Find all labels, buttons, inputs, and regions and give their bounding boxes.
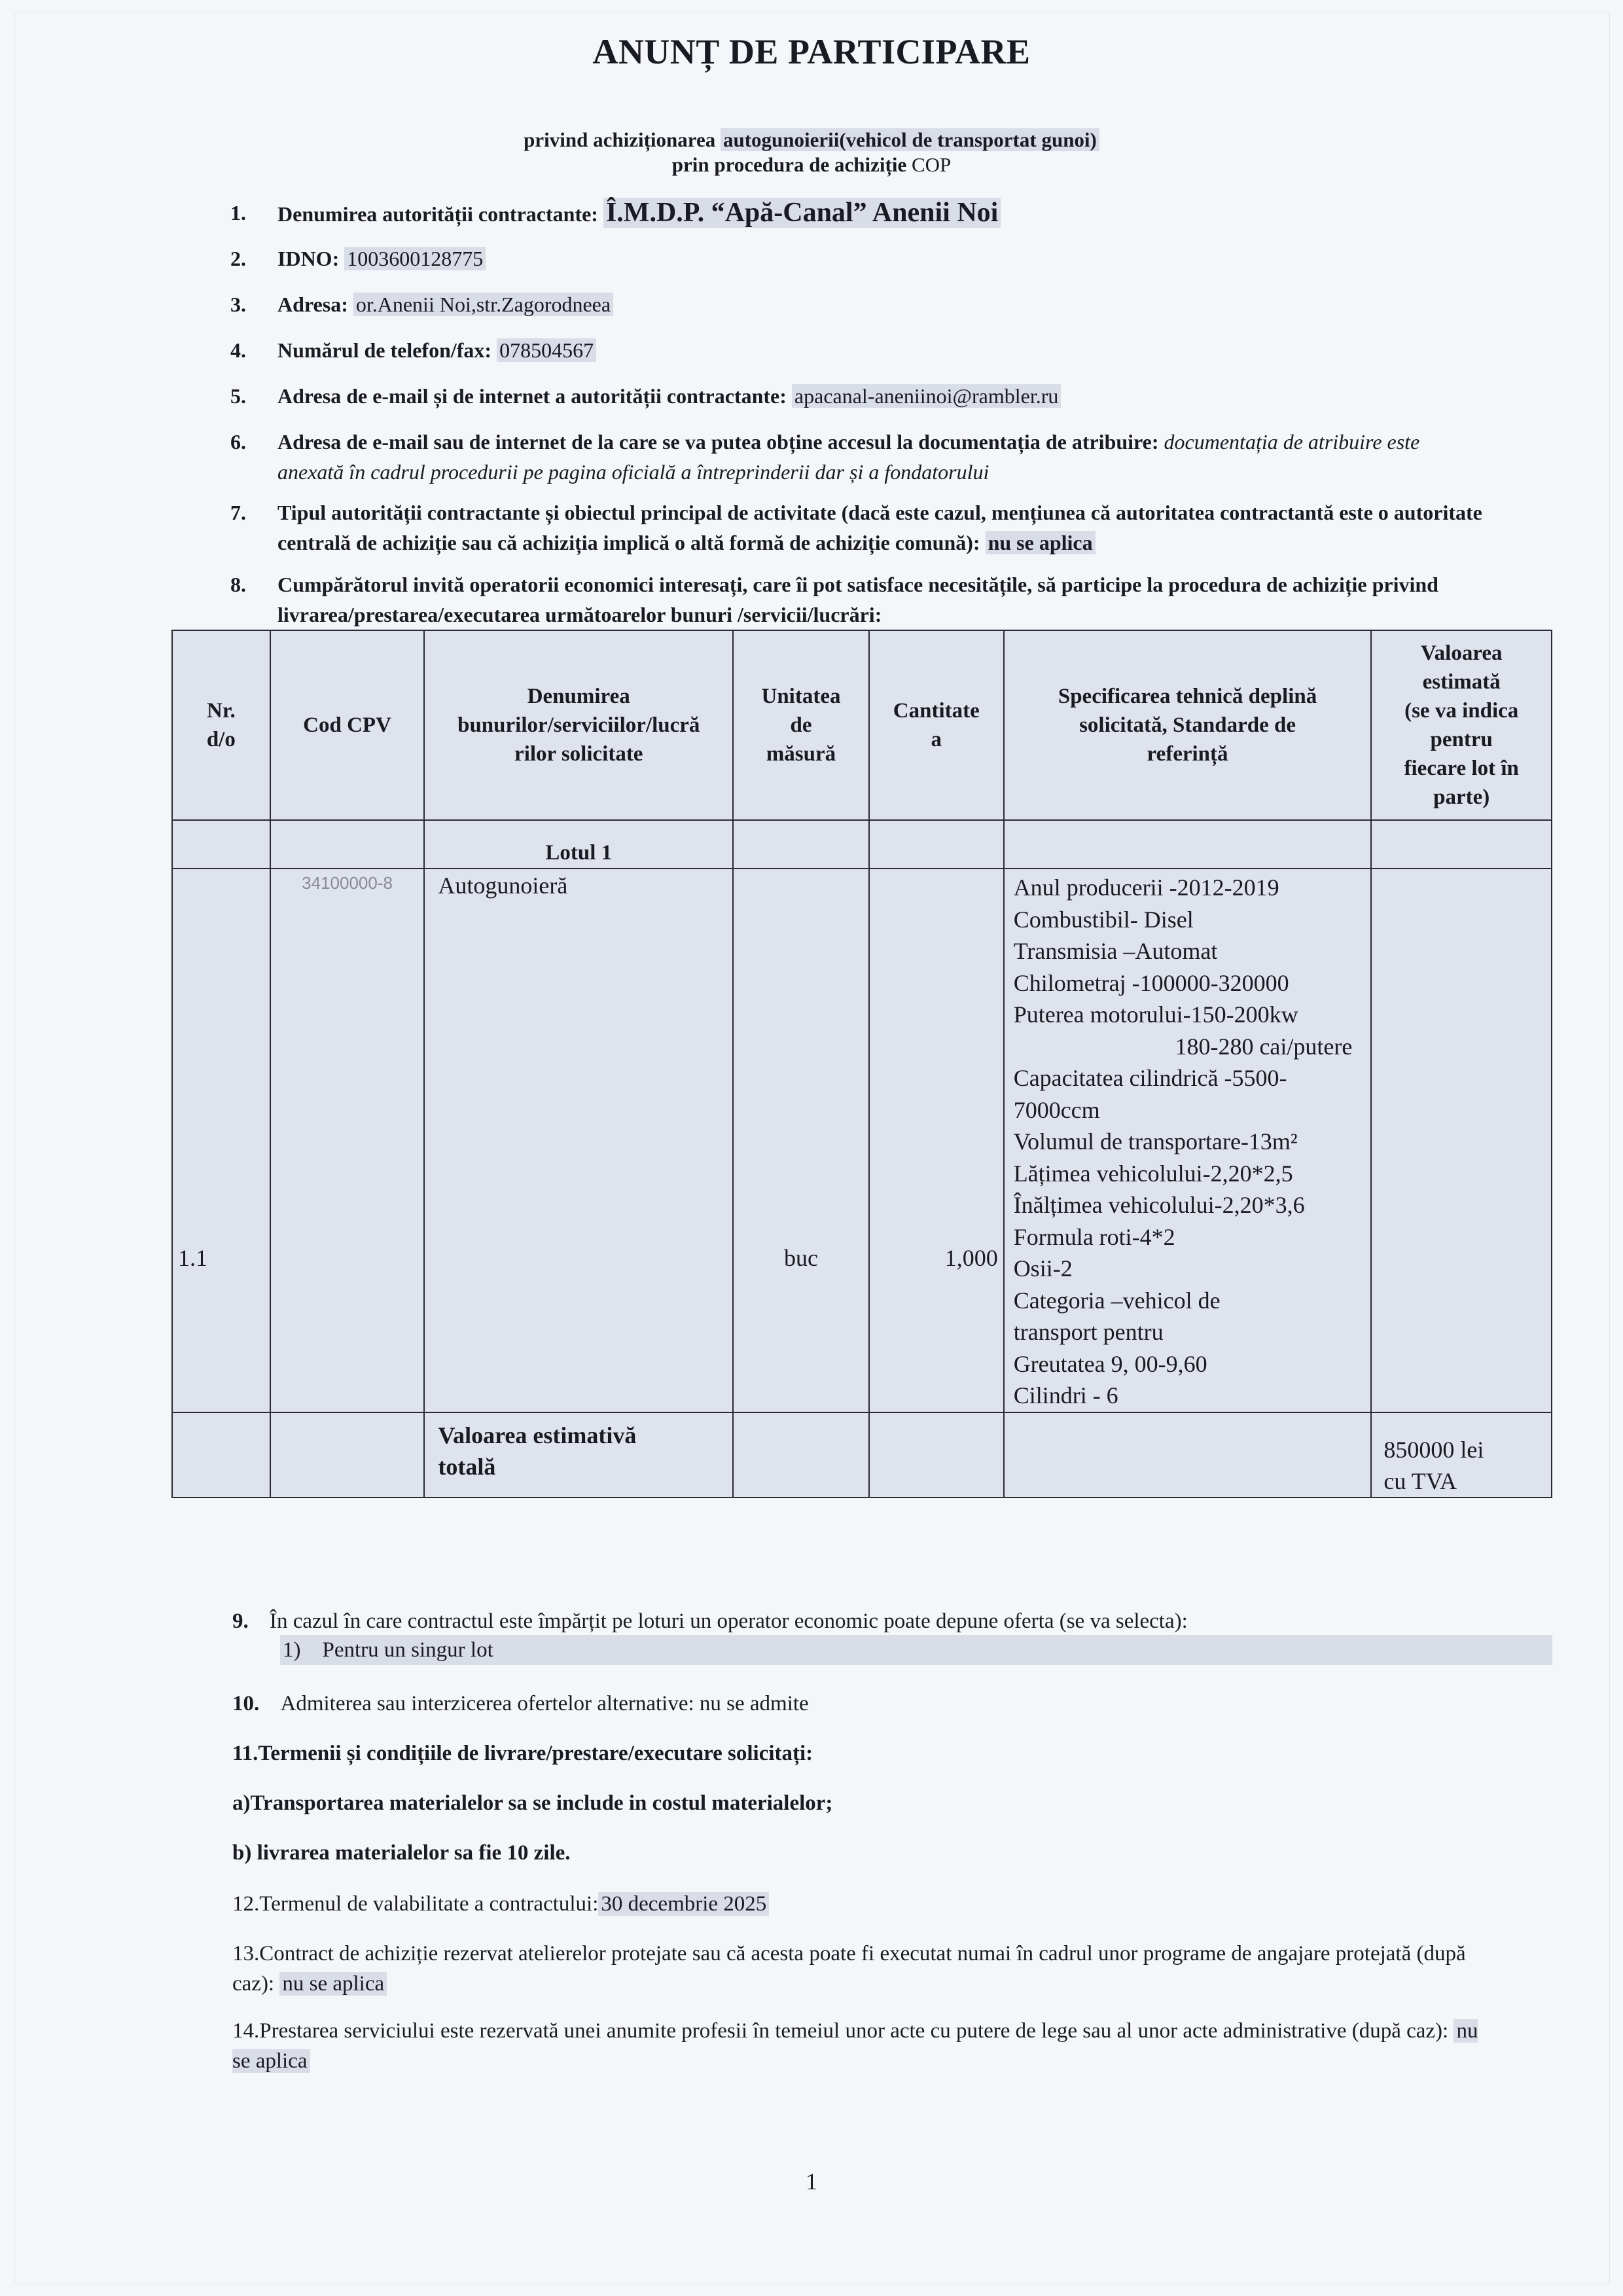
- document-title: ANUNȚ DE PARTICIPARE: [592, 32, 1031, 71]
- item-label: Adresa:: [277, 293, 348, 316]
- item-documentation-access: [230, 427, 1486, 487]
- item-value: 1003600128775: [344, 247, 486, 270]
- spec-line: Anul producerii -2012-2019: [1013, 874, 1279, 901]
- item-label: Numărul de telefon/fax:: [277, 338, 492, 362]
- total-value: 850000 lei cu TVA: [1371, 1412, 1552, 1498]
- cell-cpv: 34100000-8: [270, 869, 425, 1412]
- total-label: Valoarea estimativă totală: [424, 1412, 733, 1498]
- item-label: Denumirea autorității contractante:: [277, 202, 598, 226]
- cell-unit: buc: [733, 869, 869, 1412]
- item-number: 7.: [230, 501, 246, 524]
- spec-line: 7000ccm: [1013, 1096, 1100, 1123]
- cell-spec: [1004, 869, 1372, 1412]
- item-label: IDNO:: [277, 247, 340, 270]
- spec-line: Osii-2: [1013, 1255, 1073, 1282]
- section-14: [232, 2016, 1499, 2076]
- item-number: 3.: [230, 293, 246, 316]
- section-13: [232, 1939, 1499, 1999]
- section-text: În cazul în care contractul este împărțit pe loturi un operator economic poate depune oferta (se va selecta):: [270, 1609, 1188, 1633]
- section-11-title: 11.Termenii și condițiile de livrare/prestare/executare solicitați:: [232, 1742, 813, 1765]
- item-label: Tipul autorității contractante și obiectul principal de activitate (dacă este cazul, mențiunea că autoritatea contractantă este o autoritate centrală de achiziție sau că achiziția implică o altă formă de achiziție comună):: [277, 501, 1482, 554]
- item-number: 5.: [230, 384, 246, 408]
- header-nr: Nr. d/o: [172, 630, 270, 820]
- spec-line: Formula roti-4*2: [1013, 1223, 1175, 1250]
- spec-line: Transmisia –Automat: [1013, 938, 1218, 964]
- section-value: nu se aplica: [232, 2019, 1478, 2073]
- item-email: [230, 381, 1486, 411]
- section-text: 12.Termenul de valabilitate a contractului:: [232, 1892, 599, 1916]
- procurement-table: [171, 630, 1552, 1498]
- lot-row: [172, 820, 1552, 869]
- item-value: 078504567: [497, 338, 596, 362]
- header-qty: Cantitate a: [869, 630, 1004, 820]
- item-number: 2.: [230, 247, 246, 270]
- item-label: Cumpărătorul invită operatorii economici interesați, care îi pot satisface necesitățile, să participe la procedura de achiziție privind livrarea/prestarea/executarea următoarelor bunuri /servicii/lucrări:: [277, 573, 1438, 626]
- section-value: nu se aplica: [279, 1972, 387, 1996]
- table-row: [172, 869, 1552, 1412]
- item-address: [230, 289, 1486, 319]
- section-number: 10.: [232, 1692, 260, 1715]
- header-unit: Unitatea de măsură: [733, 630, 869, 820]
- item-idno: [230, 243, 1486, 274]
- spec-line: Combustibil- Disel: [1013, 906, 1194, 933]
- header-value: Valoarea estimată (se va indica pentru fiecare lot în parte): [1371, 630, 1552, 820]
- subtitle-procedure: COP: [911, 153, 952, 176]
- item-number: 1.: [230, 201, 246, 224]
- spec-line: Capacitatea cilindrică -5500-: [1013, 1065, 1287, 1091]
- item-contracting-authority: [230, 198, 1486, 229]
- subtitle-subject: autogunoierii(vehicol de transportat gunoi): [721, 128, 1099, 151]
- lot-label: Lotul 1: [424, 820, 733, 869]
- item-value: nu se aplica: [986, 531, 1096, 554]
- section-text: 14.Prestarea serviciului este rezervată unei anumite profesii în temeiul unor acte cu putere de lege sau al unor acte administrative (după caz):: [232, 2019, 1449, 2043]
- page-number: 1: [806, 2168, 817, 2195]
- item-number: 8.: [230, 573, 246, 596]
- cell-value: [1371, 869, 1552, 1412]
- section-value: nu se admite: [699, 1692, 809, 1715]
- spec-line: 180-280 cai/putere: [1175, 1033, 1353, 1060]
- item-value: or.Anenii Noi,str.Zagorodneea: [353, 293, 613, 316]
- table-header-row: [172, 630, 1552, 820]
- item-value: documentația de atribuire este anexată în cadrul procedurii pe pagina oficială a întreprinderii dar și a fondatorului: [277, 430, 1420, 484]
- subtitle-prefix: privind achiziționarea: [524, 128, 716, 151]
- section-text: 13.Contract de achiziție rezervat atelierelor protejate sau că acesta poate fi executat numai în cadrul unor programe de angajare protejată (după caz):: [232, 1942, 1466, 1996]
- item-number: 4.: [230, 338, 246, 362]
- subtitle-procedure-prefix: prin procedura de achiziție: [671, 153, 907, 176]
- section-11-a: a)Transportarea materialelor sa se include in costul materialelor;: [232, 1791, 833, 1815]
- lot-option: [280, 1635, 1552, 1665]
- section-9: [232, 1606, 1499, 1636]
- spec-line: Categoria –vehicol de: [1013, 1287, 1221, 1314]
- item-authority-type: [230, 497, 1486, 558]
- spec-list: [1014, 872, 1366, 1412]
- item-invitation: [230, 569, 1486, 630]
- cell-name: Autogunoieră: [424, 869, 733, 1412]
- spec-line: transport pentru: [1013, 1319, 1164, 1345]
- cell-nr: 1.1: [172, 869, 270, 1412]
- item-value: Î.M.D.P. “Apă-Canal” Anenii Noi: [603, 198, 1001, 228]
- spec-line: Volumul de transportare-13m²: [1013, 1128, 1298, 1155]
- spec-line: Lățimea vehicolului-2,20*2,5: [1013, 1160, 1293, 1187]
- spec-line: Greutatea 9, 00-9,60: [1013, 1350, 1207, 1377]
- email-link[interactable]: apacanal-aneniinoi@rambler.ru: [792, 384, 1061, 408]
- item-number: 6.: [230, 430, 246, 454]
- spec-line: Înălțimea vehicolului-2,20*3,6: [1013, 1192, 1305, 1218]
- spec-line: Chilometraj -100000-320000: [1013, 969, 1289, 996]
- item-label: Adresa de e-mail sau de internet de la care se va putea obține accesul la documentația de atribuire:: [277, 430, 1159, 454]
- section-11-b: b) livrarea materialelor sa fie 10 zile.: [232, 1841, 571, 1865]
- cell-qty: 1,000: [869, 869, 1004, 1412]
- spec-line: Cilindri - 6: [1013, 1382, 1118, 1408]
- subtitle-line-2: [0, 153, 1623, 177]
- total-row: [172, 1412, 1552, 1498]
- contract-validity-date: 30 decembrie 2025: [598, 1892, 769, 1916]
- item-label: Adresa de e-mail și de internet a autorității contractante:: [277, 384, 787, 408]
- section-text: Admiterea sau interzicerea ofertelor alternative:: [280, 1692, 694, 1715]
- section-10: [232, 1689, 1499, 1719]
- header-name: Denumirea bunurilor/serviciilor/lucră rilor solicitate: [424, 630, 733, 820]
- header-spec: Specificarea tehnică deplină solicitată, Standarde de referință: [1004, 630, 1372, 820]
- lot-option-value: 1) Pentru un singur lot: [280, 1635, 1552, 1665]
- spec-line: Puterea motorului-150-200kw: [1013, 1001, 1298, 1028]
- section-number: 9.: [232, 1609, 249, 1633]
- item-phone: [230, 335, 1486, 365]
- header-cpv: Cod CPV: [270, 630, 425, 820]
- section-12: [232, 1889, 1499, 1919]
- subtitle-line-1: [0, 128, 1623, 152]
